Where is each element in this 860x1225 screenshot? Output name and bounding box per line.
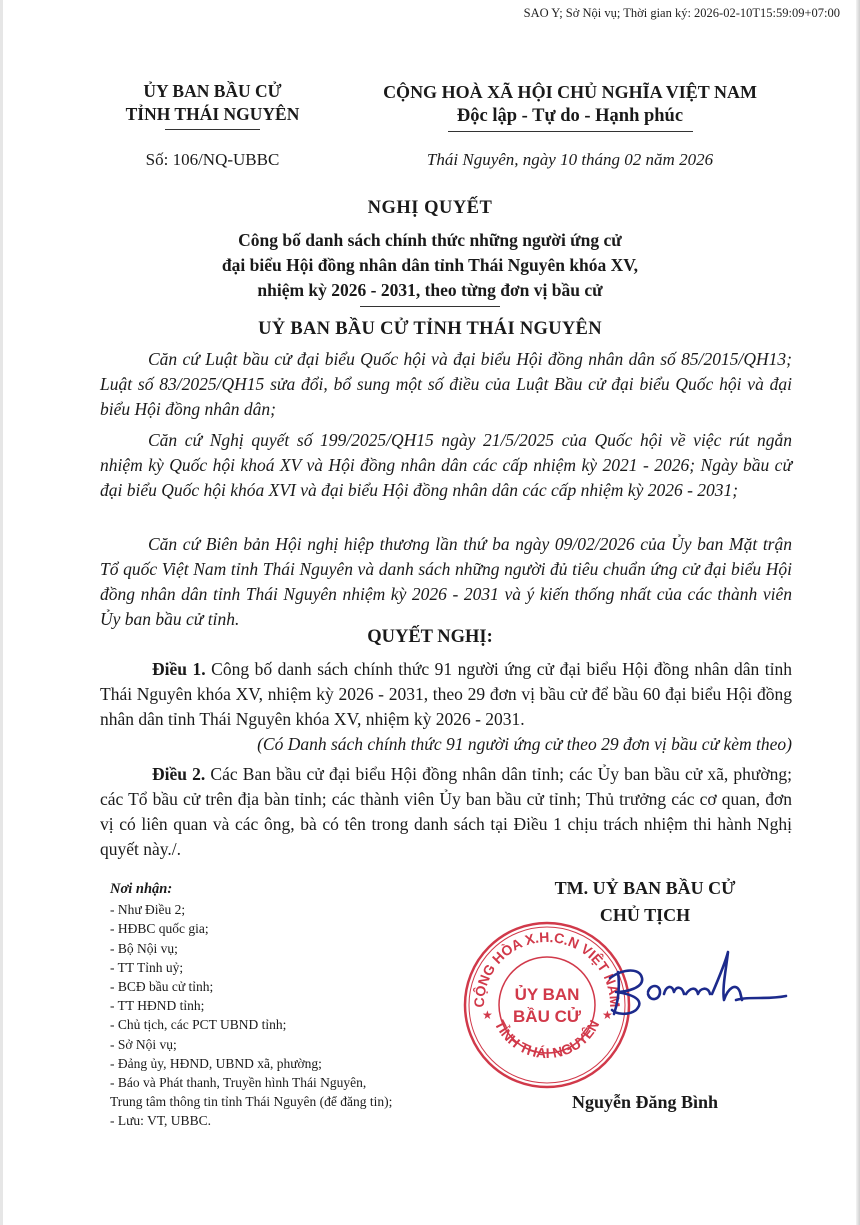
motto-underline [448,131,693,132]
seal-star-icon: ★ [602,1008,613,1022]
seal-ring-text: CỘNG HÒA X.H.C.N VIỆT NAM [470,928,624,1008]
issuer-line-2: TỈNH THÁI NGUYÊN [125,104,300,124]
recipient-item: - Bộ Nội vụ; [110,940,178,956]
issuer-underline [165,129,260,130]
document-number: Số: 106/NQ-UBBC [145,150,280,169]
recipient-item: - Báo và Phát thanh, Truyền hình Thái Nguyên, [110,1075,367,1091]
article-1 [100,657,792,732]
article-2-text: Các Ban bầu cử đại biểu Hội đồng nhân dân tỉnh; các Ủy ban bầu cử xã, phường; các Tổ bầu cử trên địa bàn tỉnh; các thành viên Ủy ban bầu cử tỉnh; Thủ trưởng các cơ quan, đơn vị có liên quan và các ông, bà có tên trong danh sách tại Điều 1 chịu trách nhiệm thi hành Nghị quyết này./. [100,764,792,859]
article-1-text: Công bố danh sách chính thức 91 người ứng cử đại biểu Hội đồng nhân dân tỉnh Thái Nguyên khóa XV, nhiệm kỳ 2026 - 2031, theo 29 đơn vị bầu cử để bầu 60 đại biểu Hội đồng nhân dân tỉnh Thái Nguyên khóa XV, nhiệm kỳ 2026 - 2031. [100,659,792,729]
recipients-heading: Nơi nhận: [110,881,173,897]
page-right-edge [856,0,860,1225]
document-subtitle [150,228,710,303]
document-date: Thái Nguyên, ngày 10 tháng 02 năm 2026 [426,150,714,169]
digital-copy-stamp: SAO Y; Sở Nội vụ; Thời gian ký: 2026-02-10T15:59:09+07:00 [523,6,840,20]
country-name: CỘNG HOÀ XÃ HỘI CHỦ NGHĨA VIỆT NAM [383,82,757,102]
national-header [350,80,790,132]
recipient-item: - TT HĐND tỉnh; [110,998,205,1014]
recipients-block [110,880,470,1131]
recipient-item: - Như Điều 2; [110,902,186,918]
signature-position-line: CHỦ TỊCH [599,905,691,925]
article-2 [100,762,792,862]
recipient-item: Trung tâm thông tin tỉnh Thái Nguyên (để đăng tin); [110,1094,393,1110]
recipient-item: - BCĐ bầu cử tỉnh; [110,979,214,995]
article-2-lead: Điều 2. [152,764,206,784]
recipient-item: - HĐBC quốc gia; [110,921,209,937]
national-motto: Độc lập - Tự do - Hạnh phúc [456,106,684,126]
article-1-lead: Điều 1. [152,659,206,679]
document-title: NGHỊ QUYẾT [367,198,493,218]
signer-name: Nguyễn Đăng Bình [571,1092,719,1112]
subtitle-line-1: Công bố danh sách chính thức những người ứng cử [238,230,622,250]
recipient-item: - TT Tỉnh uỷ; [110,959,184,975]
resolve-heading: QUYẾT NGHỊ: [367,627,493,647]
legal-basis-2: Căn cứ Nghị quyết số 199/2025/QH15 ngày 21/5/2025 của Quốc hội về việc rút ngắn nhiệm kỳ Quốc hội khoá XV và Hội đồng nhân dân các cấp nhiệm kỳ 2021 - 2026; Ngày bầu cử đại biểu Quốc hội khóa XVI và đại biểu Hội đồng nhân dân các cấp nhiệm kỳ 2026 - 2031; [100,430,792,500]
legal-basis-1: Căn cứ Luật bầu cử đại biểu Quốc hội và đại biểu Hội đồng nhân dân số 85/2015/QH13; Luật số 83/2025/QH15 sửa đổi, bổ sung một số điều của Luật Bầu cử đại biểu Quốc hội và đại biểu Hội đồng nhân dân; [100,349,792,419]
subtitle-rule [360,306,500,307]
signature-org-line: TM. UỶ BAN BẦU CỬ [554,878,736,898]
recipient-item: - Lưu: VT, UBBC. [110,1113,211,1129]
issuer-header [100,80,325,130]
issuing-authority: UỶ BAN BẦU CỬ TỈNH THÁI NGUYÊN [258,319,602,339]
subtitle-line-2: đại biểu Hội đồng nhân dân tỉnh Thái Nguyên khóa XV, [221,255,639,275]
recipients-list [110,900,470,1130]
article-1-note: (Có Danh sách chính thức 91 người ứng cử theo 29 đơn vị bầu cử kèm theo) [257,734,792,754]
recipient-item: - Sở Nội vụ; [110,1036,177,1052]
subtitle-line-3: nhiệm kỳ 2026 - 2031, theo từng đơn vị bầu cử [257,280,603,300]
recipient-item: - Chủ tịch, các PCT UBND tỉnh; [110,1017,287,1033]
seal-center-line-2: BẦU CỬ [513,1007,581,1026]
issuer-line-1: ỦY BAN BẦU CỬ [143,81,282,101]
seal-center-line-1: ỦY BAN [514,985,580,1004]
recipient-item: - Đảng ủy, HĐND, UBND xã, phường; [110,1055,322,1071]
seal-ring-bottom-text: TỈNH THÁI NGUYÊN [491,1017,603,1062]
seal-star-icon: ★ [482,1008,493,1022]
handwritten-signature [560,942,790,1022]
legal-basis-3: Căn cứ Biên bản Hội nghị hiệp thương lần thứ ba ngày 09/02/2026 của Ủy ban Mặt trận Tổ quốc Việt Nam tỉnh Thái Nguyên và danh sách những người đủ tiêu chuẩn ứng cử đại biểu Hội đồng nhân dân tỉnh Thái Nguyên nhiệm kỳ 2026 - 2031 và ý kiến thống nhất của các thành viên Ủy ban bầu cử tỉnh. [100,534,792,629]
page-left-edge [0,0,3,1225]
